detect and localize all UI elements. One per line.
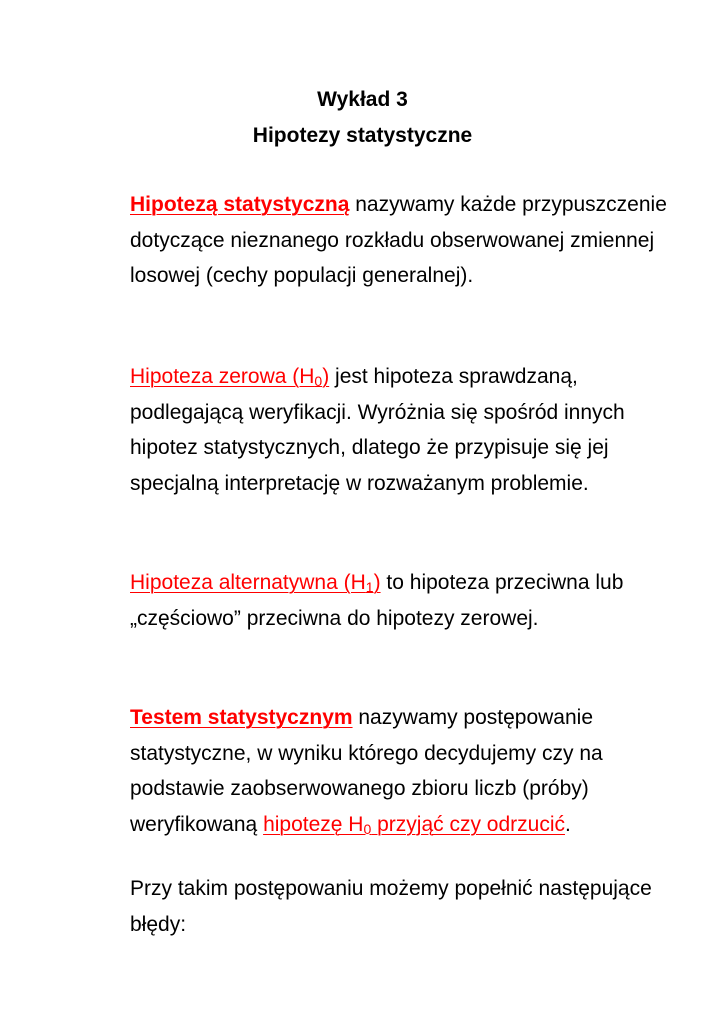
term-alternative-hypothesis: Hipoteza alternatywna $(H_1)$	[130, 571, 381, 595]
definition-text: to hipoteza przeciwna lub „częściowo” przeciwna do hipotezy zerowej.	[130, 571, 624, 630]
highlight-accept-reject: hipotezę $H_0$ przyjąć czy odrzucić	[263, 812, 565, 837]
lecture-number: Wykład 3	[317, 88, 408, 111]
term-statistical-hypothesis: Hipotezą statystyczną	[130, 193, 350, 216]
paragraph-statistical-hypothesis	[130, 187, 690, 294]
subscript-one: 1	[365, 579, 374, 595]
definition-text: jest hipoteza sprawdzaną, podlegającą weryfikacji. Wyróżnia się spośród innych hipotez statystycznych, dlatego że przypisuje się jej specjalną interpretację w rozważanym problemie.	[130, 365, 625, 495]
paragraph-errors-intro: Przy takim postępowaniu możemy popełnić następujące błędy:	[130, 877, 652, 936]
paragraph-alternative-hypothesis	[130, 565, 690, 636]
paragraph-null-hypothesis	[130, 359, 690, 501]
lecture-title: Hipotezy statystyczne	[252, 124, 473, 147]
paragraph-statistical-test	[130, 700, 690, 842]
subscript-zero: 0	[314, 373, 323, 389]
term-statistical-test: Testem statystycznym	[130, 706, 353, 729]
subscript-zero: 0	[363, 820, 372, 837]
period: .	[564, 812, 571, 836]
definition-text: nazywamy każde przypuszczenie dotyczące nieznanego rozkładu obserwowanej zmiennej losowej (cechy populacji generalnej).	[130, 193, 667, 287]
definition-text: nazywamy postępowanie statystyczne, w wyniku którego decydujemy czy na podstawie zaobserwowanego zbioru liczb (próby) weryfikowaną	[130, 706, 603, 836]
term-null-hypothesis: Hipoteza zerowa $(H_0)$	[130, 365, 330, 389]
